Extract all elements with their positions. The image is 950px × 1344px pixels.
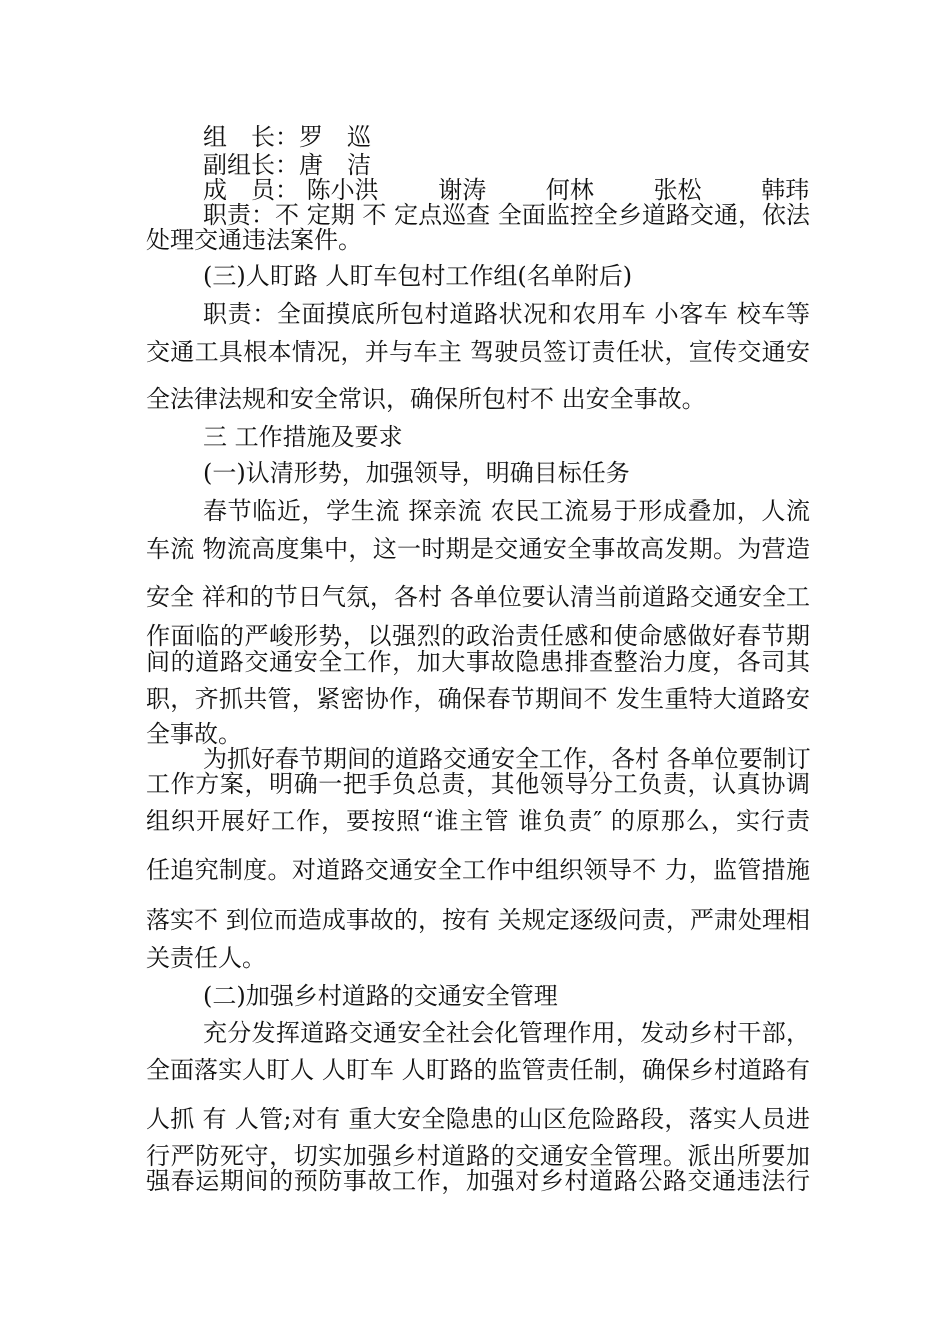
text-line: 关责任人。 (146, 944, 266, 972)
text-line: 全面落实人盯人 人盯车 人盯路的监管责任制，确保乡村道路有 (146, 1056, 810, 1084)
text-line: 安全 祥和的节日气氛，各村 各单位要认清当前道路交通安全工 (146, 583, 810, 611)
text-line: 工作方案，明确一把手负总责，其他领导分工负责，认真协调 (146, 770, 810, 798)
text-line: 任追究制度。对道路交通安全工作中组织领导不 力，监管措施 (146, 856, 810, 884)
text-line: 充分发挥道路交通安全社会化管理作用，发动乡村干部， (203, 1019, 810, 1047)
text-line: 全事故。 (146, 720, 242, 748)
text-line: 作面临的严峻形势，以强烈的政治责任感和使命感做好春节期 (146, 622, 810, 650)
text-line: 交通工具根本情况，并与车主 驾驶员签订责任状，宣传交通安 (146, 338, 810, 366)
member-name: 谢涛 (438, 176, 487, 204)
deputy-name: 唐 洁 (299, 151, 371, 179)
members-label: 成 员： (203, 176, 299, 204)
member-name: 何林 (545, 176, 594, 204)
text-line: 间的道路交通安全工作，加大事故隐患排查整治力度，各司其 (146, 648, 810, 676)
text-line: 为抓好春节期间的道路交通安全工作，各村 各单位要制订 (203, 745, 811, 773)
roster-members (203, 176, 809, 204)
text-line: 组织开展好工作，要按照“谁主管 谁负责″ 的原那么，实行责 (146, 807, 810, 835)
member-name: 韩玮 (761, 176, 810, 204)
text-line: 落实不 到位而造成事故的，按有 关规定逐级问责，严肃处理相 (146, 906, 810, 934)
section-heading: (三)人盯路 人盯车包村工作组(名单附后) (203, 262, 633, 290)
section-heading: (一)认清形势，加强领导，明确目标任务 (203, 459, 630, 487)
deputy-label: 副组长： (203, 151, 299, 179)
text-line: 职责：不 定期 不 定点巡查 全面监控全乡道路交通，依法 (203, 201, 810, 229)
text-line: 全法律法规和安全常识，确保所包村不 出安全事故。 (146, 385, 706, 413)
member-name: 陈小洪 (306, 176, 379, 204)
text-line: 处理交通违法案件。 (146, 226, 362, 254)
text-line: 春节临近，学生流 探亲流 农民工流易于形成叠加，人流 (203, 497, 810, 525)
section-heading: (二)加强乡村道路的交通安全管理 (203, 982, 558, 1010)
member-name: 张松 (653, 176, 702, 204)
text-line: 职，齐抓共管，紧密协作，确保春节期间不 发生重特大道路安 (146, 685, 810, 713)
leader-name: 罗 巡 (299, 123, 371, 151)
text-line: 行严防死守，切实加强乡村道路的交通安全管理。派出所要加 (146, 1142, 810, 1170)
roster-deputy (203, 151, 371, 179)
section-heading: 三 工作措施及要求 (203, 423, 403, 451)
text-line: 人抓 有 人管;对有 重大安全隐患的山区危险路段，落实人员进 (146, 1105, 810, 1133)
leader-label: 组 长： (203, 123, 299, 151)
text-line: 车流 物流高度集中，这一时期是交通安全事故高发期。为营造 (146, 535, 810, 563)
text-line: 强春运期间的预防事故工作，加强对乡村道路公路交通违法行 (146, 1167, 810, 1195)
text-line: 职责：全面摸底所包村道路状况和农用车 小客车 校车等 (203, 300, 810, 328)
roster-leader (203, 123, 371, 151)
